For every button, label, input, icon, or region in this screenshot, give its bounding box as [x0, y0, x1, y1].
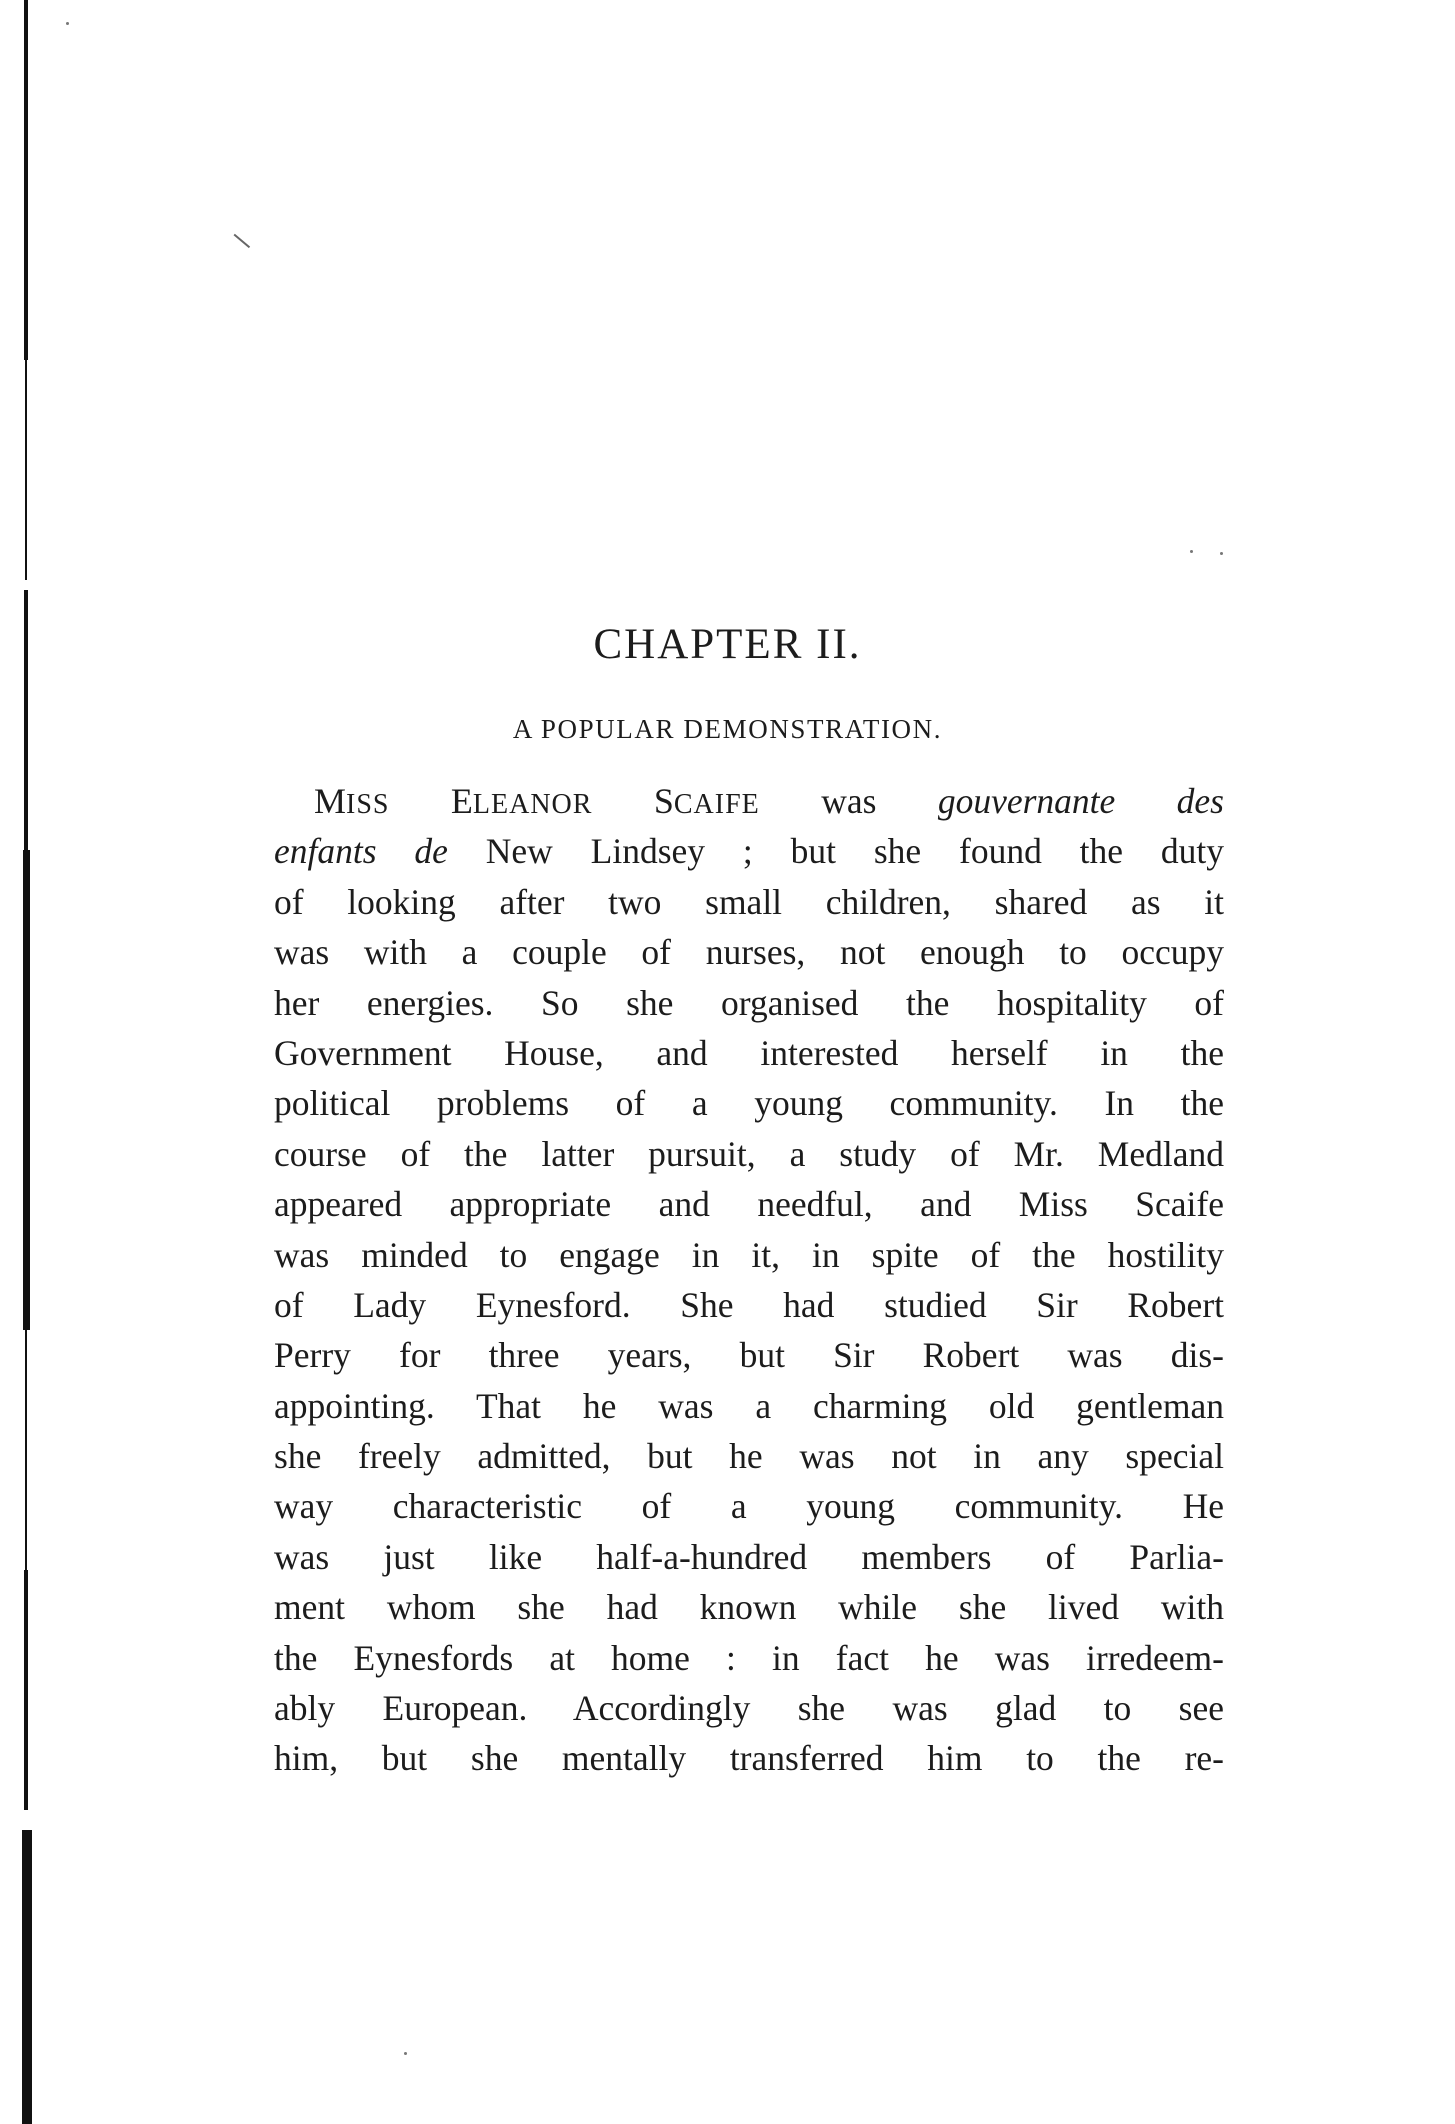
body-line: ment whom she had known while she lived with [274, 1587, 1224, 1628]
smallcaps-word: MISS [314, 781, 390, 821]
body-line: him, but she mentally transferred him to the re- [274, 1738, 1224, 1779]
scan-speck [404, 2052, 407, 2055]
binding-edge [22, 0, 32, 2124]
body-line: of looking after two small children, shared as it [274, 881, 1224, 922]
body-line: ably European. Accordingly she was glad to see [274, 1688, 1224, 1729]
body-line: Government House, and interested herself in the [274, 1032, 1224, 1073]
body-line: Perry for three years, but Sir Robert was dis- [274, 1335, 1224, 1376]
body-line: appointing. That he was a charming old gentleman [274, 1385, 1224, 1426]
body-line: the Eynesfords at home : in fact he was irredeem- [274, 1637, 1224, 1678]
body-line: of Lady Eynesford. She had studied Sir Robert [274, 1284, 1224, 1325]
body-paragraph [274, 776, 1224, 1784]
body-line: MISS ELEANOR SCAIFE was gouvernante des [314, 781, 1224, 821]
scan-mark [234, 234, 250, 248]
chapter-subtitle: A POPULAR DEMONSTRATION. [512, 714, 943, 744]
smallcaps-word: ELEANOR [450, 781, 593, 821]
body-line: her energies. So she organised the hospitality of [274, 982, 1224, 1023]
body-line: was minded to engage in it, in spite of the hostility [274, 1234, 1224, 1275]
body-line: was just like half-a-hundred members of Parlia- [274, 1536, 1224, 1577]
body-line: way characteristic of a young community. He [274, 1486, 1224, 1527]
body-line: enfants de New Lindsey ; but she found the duty [274, 831, 1225, 872]
chapter-heading: CHAPTER II. [593, 621, 862, 668]
scan-speck [1190, 550, 1193, 553]
body-line: appeared appropriate and needful, and Miss Scaife [274, 1184, 1224, 1225]
body-line: course of the latter pursuit, a study of Mr. Medland [274, 1133, 1224, 1174]
italic-phrase: gouvernante des [937, 781, 1224, 821]
scan-speck [1220, 552, 1223, 555]
body-line: political problems of a young community. In the [274, 1083, 1224, 1124]
italic-phrase: enfants de [274, 831, 448, 872]
body-line: she freely admitted, but he was not in any special [274, 1436, 1224, 1477]
body-line: was with a couple of nurses, not enough to occupy [274, 932, 1224, 973]
scan-speck [66, 22, 69, 25]
smallcaps-word: SCAIFE [653, 781, 760, 821]
